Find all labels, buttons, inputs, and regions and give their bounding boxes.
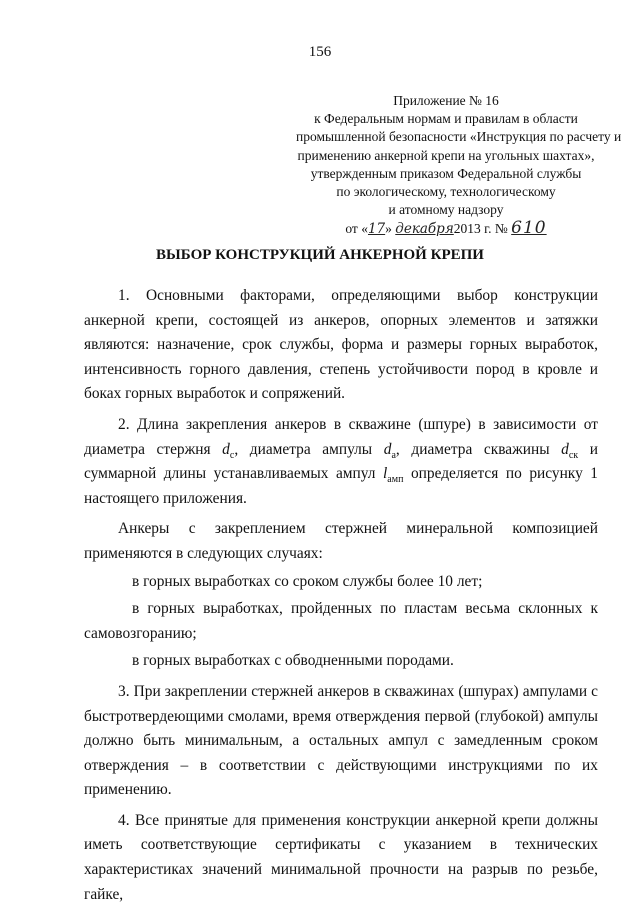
date-mid: » xyxy=(385,221,396,237)
paragraph-5: 4. Все принятые для применения конструкции анкерной крепи должны иметь соответствующие сертификаты с указанием в технических характеристиках значений минимальной прочности на разрыв по резьбе, гайке, xyxy=(84,811,598,903)
p2-text: , диаметра скважины xyxy=(395,440,562,458)
paragraph-4: 3. При закреплении стержней анкеров в скважинах (шпурах) ампулами с быстротвердеющими смолами, время отверждения первой (глубокой) ампулы должно быть минимальным, а остальных ампул с замедленным сроком отверждения – в соответствии с действующими инструкциями по их применению. xyxy=(84,682,598,799)
p2-text: , диаметра ампулы xyxy=(234,440,384,458)
page-number: 156 xyxy=(308,44,332,60)
handwritten-order-number: 610 xyxy=(511,218,547,239)
p2-text: и суммарной длины устанавливаемых ампул xyxy=(84,440,599,483)
subscript-a: а xyxy=(391,449,396,461)
subscript-c: с xyxy=(229,449,235,461)
appendix-header xyxy=(296,92,622,239)
document-body xyxy=(84,284,598,913)
appendix-line: к Федеральным нормам и правилам в области xyxy=(314,111,578,127)
appendix-line: промышленной безопасности «Инструкция по расчету и xyxy=(296,129,622,145)
appendix-line: по экологическому, технологическому xyxy=(336,184,556,200)
list-item: в горных выработках со сроком службы более 10 лет; xyxy=(132,572,483,590)
subscript-amp: амп xyxy=(387,474,404,486)
symbol-l-amp: l xyxy=(383,465,388,483)
document-title: ВЫБОР КОНСТРУКЦИЙ АНКЕРНОЙ КРЕПИ xyxy=(156,247,484,263)
handwritten-month: декабря xyxy=(395,221,454,238)
list-item: в горных выработках с обводненными породами. xyxy=(132,652,454,670)
appendix-line: утвержденным приказом Федеральной службы xyxy=(310,165,582,181)
handwritten-day: 17 xyxy=(367,221,386,238)
appendix-line: Приложение № 16 xyxy=(393,93,499,108)
p2-text: определяется по рисунку 1 настоящего приложения. xyxy=(84,465,598,507)
symbol-d-c: d xyxy=(222,440,230,458)
paragraph-3: Анкеры с закреплением стержней минеральной композицией применяются в следующих случаях: xyxy=(84,520,598,562)
p2-text: 2. Длина закрепления анкеров в скважине (шпуре) в зависимости от диаметра стержня xyxy=(84,415,598,458)
appendix-line: и атомному надзору xyxy=(388,202,504,218)
symbol-d-a: d xyxy=(383,440,392,458)
symbol-d-ck: d xyxy=(561,440,569,458)
date-prefix: от « xyxy=(345,221,368,237)
appendix-line: применению анкерной крепи на угольных шахтах», xyxy=(297,147,595,163)
paragraph-2 xyxy=(84,413,598,511)
subscript-ck: ск xyxy=(568,449,579,461)
list-item: в горных выработках, пройденных по пластам весьма склонных к самовозгоранию; xyxy=(84,600,598,642)
date-year: 2013 г. № xyxy=(453,221,512,237)
order-date-line xyxy=(296,219,596,238)
paragraph-1: 1. Основными факторами, определяющими выбор конструкции анкерной крепи, состоящей из анкеров, опорных элементов и затяжки являются: назначение, срок службы, форма и размеры горных выработок, интенсивность горного давления, степень устойчивости пород в кровле и боках горных выработок и сопряжений. xyxy=(84,287,598,403)
